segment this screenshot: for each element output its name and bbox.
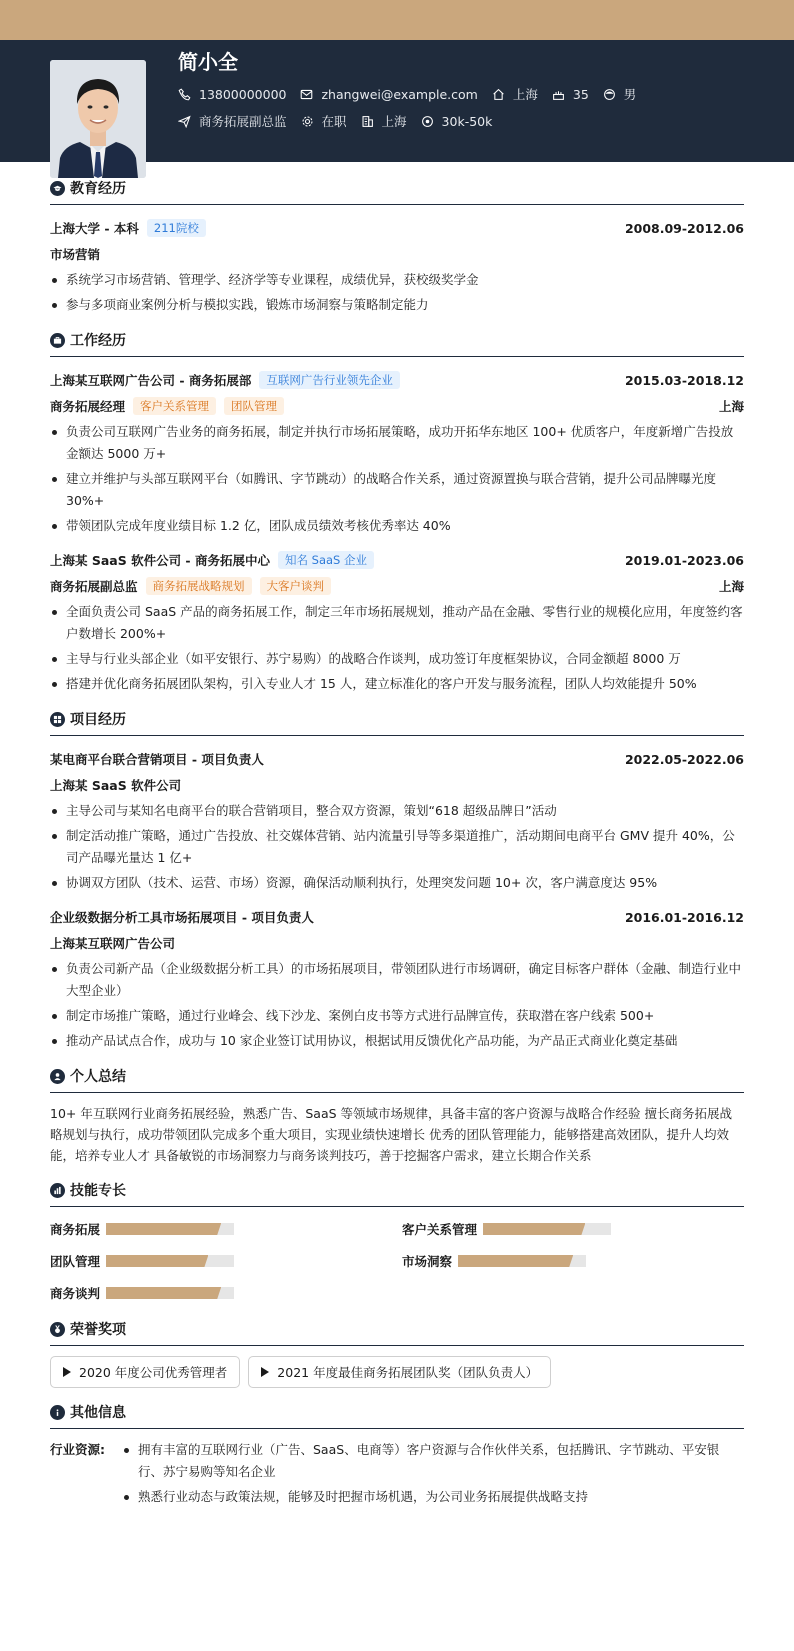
education-section (50, 178, 744, 316)
section-title: 个人总结 (70, 1069, 126, 1085)
contact-row (178, 85, 650, 103)
list-item: 负责公司互联网广告业务的商务拓展，制定并执行市场拓展策略，成功开拓华东地区 100+ 优质客户，年度新增广告投放金额达 5000 万+ (50, 421, 744, 465)
project-name: 某电商平台联合营销项目 - 项目负责人 (50, 752, 264, 767)
other-section (50, 1402, 744, 1511)
company-tag: 知名 SaaS 企业 (278, 551, 374, 569)
list-item: 主导与行业头部企业（如平安银行、苏宁易购）的战略合作谈判，成功签订年度框架协议，合同金额超 8000 万 (50, 648, 744, 670)
job-intent-row (178, 112, 506, 130)
entry-date: 2016.01-2016.12 (624, 909, 744, 925)
skill-name: 团队管理 (50, 1254, 101, 1269)
gear-icon (301, 115, 314, 128)
project-org: 上海某互联网广告公司 (50, 936, 176, 951)
entry-subheader (50, 772, 744, 798)
other-info (50, 1439, 744, 1511)
entry-subheader (50, 241, 744, 267)
award-text: 2020 年度公司优秀管理者 (79, 1365, 228, 1380)
status-text: 在职 (321, 114, 347, 129)
section-title: 其他信息 (70, 1405, 126, 1421)
entry-header (50, 904, 744, 930)
section-header (50, 178, 744, 205)
list-item: 建立并维护与头部互联网平台（如腾讯、字节跳动）的战略合作关系，通过资源置换与联合营销，提升公司品牌曝光度 30%+ (50, 468, 744, 512)
entry-header (50, 746, 744, 772)
role-tag: 大客户谈判 (260, 577, 332, 595)
skill-item (402, 1217, 744, 1241)
briefcase-icon (50, 333, 65, 348)
job-location: 上海 (718, 579, 744, 594)
entry-bullets (50, 958, 744, 1052)
position-text: 商务拓展副总监 (199, 114, 287, 129)
entry-bullets (50, 421, 744, 537)
skill-bar (106, 1287, 234, 1299)
work-city-text: 上海 (381, 114, 407, 129)
job-role: 商务拓展副总监 (50, 579, 138, 594)
other-bullets (122, 1439, 744, 1511)
list-item: 带领团队完成年度业绩目标 1.2 亿，团队成员绩效考核优秀率达 40% (50, 515, 744, 537)
section-header (50, 709, 744, 736)
entry-date: 2008.09-2012.06 (624, 220, 744, 236)
entry-header (50, 215, 744, 241)
awards-list (50, 1356, 744, 1388)
section-title: 教育经历 (70, 181, 126, 197)
entry-header (50, 547, 744, 573)
skill-item (50, 1281, 402, 1305)
resume-body (50, 178, 744, 1525)
profile-photo (50, 60, 146, 178)
section-header (50, 1066, 744, 1093)
role-tag: 客户关系管理 (133, 397, 216, 415)
major: 市场营销 (50, 247, 101, 262)
gender-text: 男 (623, 87, 637, 102)
skill-bar-fill (106, 1287, 221, 1299)
play-triangle-icon (261, 1367, 269, 1377)
salary-text: 30k-50k (441, 113, 493, 129)
age-text: 35 (572, 86, 589, 102)
skill-bar-fill (106, 1223, 221, 1235)
list-item: 负责公司新产品（企业级数据分析工具）的市场拓展项目，带领团队进行市场调研，确定目标客户群体（金融、制造行业中大型企业） (50, 958, 744, 1002)
salary-item (421, 114, 493, 129)
skill-item (50, 1217, 402, 1241)
header-accent-bar (0, 0, 794, 40)
skills-section (50, 1180, 744, 1305)
home-icon (492, 88, 505, 101)
job-location: 上海 (718, 399, 744, 414)
email-text: zhangwei@example.com (321, 86, 478, 102)
list-item: 拥有丰富的互联网行业（广告、SaaS、电商等）客户资源与合作伙伴关系，包括腾讯、字节跳动、平安银行、苏宁易购等知名企业 (122, 1439, 744, 1483)
building-icon (361, 115, 374, 128)
gender-icon (603, 88, 616, 101)
skill-item (402, 1249, 744, 1273)
email-item (300, 87, 477, 102)
project-grid-icon (50, 712, 65, 727)
city-item (492, 85, 538, 103)
project-entry (50, 904, 744, 1052)
skill-bar-fill (458, 1255, 573, 1267)
section-title: 工作经历 (70, 333, 126, 349)
coin-icon (421, 115, 434, 128)
education-entry (50, 215, 744, 316)
award-item (50, 1356, 240, 1388)
skill-bar-fill (106, 1255, 208, 1267)
list-item: 推动产品试点合作，成功与 10 家企业签订试用协议，根据试用反馈优化产品功能，为产品正式商业化奠定基础 (50, 1030, 744, 1052)
list-item: 主导公司与某知名电商平台的联合营销项目，整合双方资源，策划“618 超级品牌日”活动 (50, 800, 744, 822)
work-section (50, 330, 744, 695)
mail-icon (300, 88, 313, 101)
skill-item (50, 1249, 402, 1273)
entry-subheader (50, 930, 744, 956)
section-title: 荣誉奖项 (70, 1322, 126, 1338)
entry-bullets (50, 800, 744, 894)
award-text: 2021 年度最佳商务拓展团队奖（团队负责人） (277, 1365, 539, 1380)
list-item: 协调双方团队（技术、运营、市场）资源，确保活动顺利执行，处理突发问题 10+ 次，客户满意度达 95% (50, 872, 744, 894)
medal-icon (50, 1322, 65, 1337)
section-header (50, 1319, 744, 1346)
phone-item (178, 87, 286, 102)
send-icon (178, 115, 191, 128)
cake-icon (552, 88, 565, 101)
school-tag: 211院校 (147, 219, 206, 237)
role-tag: 商务拓展战略规划 (146, 577, 252, 595)
position-item (178, 112, 287, 130)
section-header (50, 1180, 744, 1207)
user-icon (50, 1069, 65, 1084)
list-item: 系统学习市场营销、管理学、经济学等专业课程，成绩优异，获校级奖学金 (50, 269, 744, 291)
entry-date: 2022.05-2022.06 (624, 751, 744, 767)
project-entry (50, 746, 744, 894)
section-header (50, 1402, 744, 1429)
entry-subheader (50, 573, 744, 599)
work-entry (50, 367, 744, 537)
work-city-item (361, 112, 407, 130)
work-entry (50, 547, 744, 695)
entry-bullets (50, 269, 744, 316)
list-item: 全面负责公司 SaaS 产品的商务拓展工作，制定三年市场拓展规划，推动产品在金融、零售行业的规模化应用，年度签约客户数增长 200%+ (50, 601, 744, 645)
entry-date: 2015.03-2018.12 (624, 372, 744, 388)
role-tag: 团队管理 (224, 397, 284, 415)
entry-subheader (50, 393, 744, 419)
age-item (552, 87, 589, 102)
resume-header (0, 40, 794, 162)
project-name: 企业级数据分析工具市场拓展项目 - 项目负责人 (50, 910, 314, 925)
play-triangle-icon (63, 1367, 71, 1377)
skill-bar-fill (483, 1223, 585, 1235)
job-role: 商务拓展经理 (50, 399, 126, 414)
company-tag: 互联网广告行业领先企业 (259, 371, 400, 389)
section-header (50, 330, 744, 357)
summary-section (50, 1066, 744, 1166)
skill-name: 客户关系管理 (402, 1222, 478, 1237)
bar-chart-icon (50, 1183, 65, 1198)
info-icon (50, 1405, 65, 1420)
projects-section (50, 709, 744, 1052)
portrait-image (50, 60, 146, 178)
list-item: 制定市场推广策略，通过行业峰会、线下沙龙、案例白皮书等方式进行品牌宣传，获取潜在客户线索 500+ (50, 1005, 744, 1027)
entry-bullets (50, 601, 744, 695)
award-item (248, 1356, 551, 1388)
skill-bar (106, 1223, 234, 1235)
list-item: 制定活动推广策略，通过广告投放、社交媒体营销、站内流量引导等多渠道推广，活动期间电商平台 GMV 提升 40%，公司产品曝光量达 1 亿+ (50, 825, 744, 869)
graduation-cap-icon (50, 181, 65, 196)
list-item: 参与多项商业案例分析与模拟实践，锻炼市场洞察与策略制定能力 (50, 294, 744, 316)
phone-icon (178, 88, 191, 101)
skills-grid (50, 1217, 744, 1305)
skill-bar (483, 1223, 611, 1235)
company-name: 上海某 SaaS 软件公司 - 商务拓展中心 (50, 553, 270, 568)
company-name: 上海某互联网广告公司 - 商务拓展部 (50, 373, 252, 388)
skill-name: 商务拓展 (50, 1222, 101, 1237)
candidate-name: 简小全 (178, 50, 238, 74)
list-item: 搭建并优化商务拓展团队架构，引入专业人才 15 人，建立标准化的客户开发与服务流程，团队人均效能提升 50% (50, 673, 744, 695)
skill-bar (458, 1255, 586, 1267)
awards-section (50, 1319, 744, 1388)
skill-name: 商务谈判 (50, 1286, 101, 1301)
project-org: 上海某 SaaS 软件公司 (50, 778, 182, 793)
gender-item (603, 85, 637, 103)
city-text: 上海 (512, 87, 538, 102)
summary-text: 10+ 年互联网行业商务拓展经验，熟悉广告、SaaS 等领域市场规律，具备丰富的客户资源与战略合作经验 擅长商务拓展战略规划与执行，成功带领团队完成多个重大项目，实现业绩快速增长 优秀的团队管理能力，能够搭建高效团队，提升人均效能，培养专业人才 具备敏锐的市场洞察力与商务谈判技巧，善于挖掘客户需求，建立长期合作关系 (50, 1106, 732, 1163)
school-name: 上海大学 - 本科 (50, 221, 139, 236)
list-item: 熟悉行业动态与政策法规，能够及时把握市场机遇，为公司业务拓展提供战略支持 (122, 1486, 744, 1508)
skill-bar (106, 1255, 234, 1267)
other-label: 行业资源: (50, 1442, 105, 1457)
entry-date: 2019.01-2023.06 (624, 552, 744, 568)
section-title: 项目经历 (70, 712, 126, 728)
entry-header (50, 367, 744, 393)
section-title: 技能专长 (70, 1183, 126, 1199)
status-item (301, 112, 347, 130)
skill-name: 市场洞察 (402, 1254, 453, 1269)
phone-text: 13800000000 (199, 86, 287, 102)
